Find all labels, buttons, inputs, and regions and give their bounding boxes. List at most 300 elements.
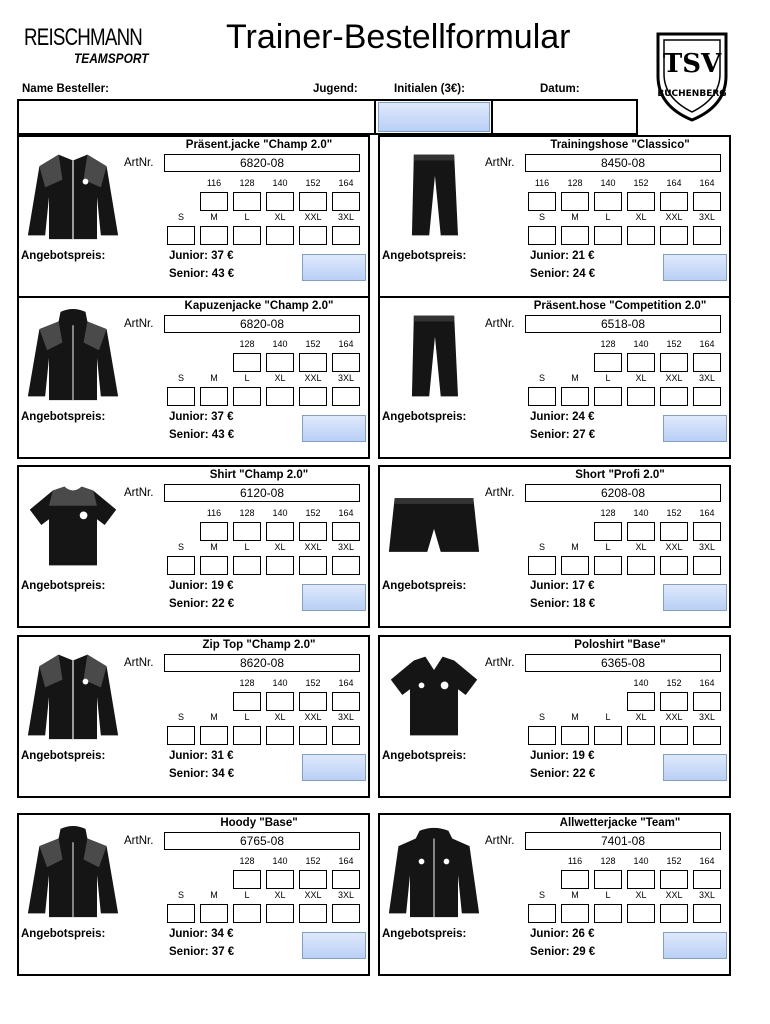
product-card <box>378 635 731 798</box>
price-label: Angebotspreis: <box>382 750 467 762</box>
adult-size-qty-input[interactable] <box>594 726 622 745</box>
kid-size-qty-input[interactable] <box>660 522 688 541</box>
kid-size-cell <box>299 177 327 211</box>
kid-size-cell <box>200 177 228 211</box>
adult-size-cell <box>693 541 721 575</box>
art-label: ArtNr. <box>124 487 154 499</box>
adult-size-qty-input[interactable] <box>299 226 327 245</box>
kid-size-label: 164 <box>699 178 715 188</box>
art-label: ArtNr. <box>485 157 515 169</box>
kid-size-qty-input[interactable] <box>594 353 622 372</box>
price-label: Angebotspreis: <box>21 411 106 423</box>
adult-size-qty-input[interactable] <box>693 387 721 406</box>
kid-size-qty-input[interactable] <box>266 192 294 211</box>
kid-size-qty-input[interactable] <box>660 192 688 211</box>
kid-size-qty-input[interactable] <box>627 692 655 711</box>
art-number-field[interactable]: 8450-08 <box>525 154 721 172</box>
kid-size-qty-input[interactable] <box>660 692 688 711</box>
tshirt-icon <box>23 477 123 573</box>
kid-size-label: 152 <box>666 856 682 866</box>
kid-size-qty-input[interactable] <box>332 870 360 889</box>
adult-size-cell <box>594 541 622 575</box>
adult-size-label: XL <box>274 712 286 722</box>
art-number-field[interactable]: 8620-08 <box>164 654 360 672</box>
kid-size-label: 128 <box>567 178 583 188</box>
adult-size-qty-input[interactable] <box>660 726 688 745</box>
kid-size-qty-input[interactable] <box>299 353 327 372</box>
adult-size-cell <box>167 211 195 245</box>
adult-size-cell <box>299 211 327 245</box>
art-number-field[interactable]: 6120-08 <box>164 484 360 502</box>
kid-size-qty-input[interactable] <box>660 353 688 372</box>
art-label: ArtNr. <box>124 657 154 669</box>
product-card <box>17 635 370 798</box>
kid-size-cell <box>266 177 294 211</box>
kid-size-qty-input[interactable] <box>693 192 721 211</box>
kid-size-cell <box>332 177 360 211</box>
kid-size-cell <box>627 338 655 372</box>
adult-size-qty-input[interactable] <box>233 726 261 745</box>
adult-size-qty-input[interactable] <box>233 226 261 245</box>
product-card <box>17 135 370 298</box>
kid-size-label: 152 <box>305 856 321 866</box>
product-name: Trainingshose "Classico" <box>550 139 690 151</box>
adult-size-cell <box>299 372 327 406</box>
adult-size-qty-input[interactable] <box>594 904 622 923</box>
select-button[interactable] <box>302 254 366 281</box>
product-name: Kapuzenjacke "Champ 2.0" <box>184 300 334 312</box>
product-card <box>17 465 370 628</box>
adult-size-qty-input[interactable] <box>266 726 294 745</box>
kid-size-qty-input[interactable] <box>528 192 556 211</box>
kid-size-qty-input[interactable] <box>266 692 294 711</box>
adult-size-cell <box>693 211 721 245</box>
adult-size-cell <box>332 541 360 575</box>
kid-size-qty-input[interactable] <box>233 522 261 541</box>
rain-jacket-icon <box>384 825 484 921</box>
kid-size-cell <box>233 507 261 541</box>
adult-size-qty-input[interactable] <box>167 387 195 406</box>
kid-size-qty-input[interactable] <box>627 870 655 889</box>
adult-size-qty-input[interactable] <box>693 226 721 245</box>
kid-size-label: 140 <box>272 856 288 866</box>
kid-size-label: 128 <box>239 678 255 688</box>
adult-size-qty-input[interactable] <box>693 904 721 923</box>
adult-size-qty-input[interactable] <box>167 904 195 923</box>
adult-size-label: XL <box>635 542 647 552</box>
adult-size-label: L <box>605 542 611 552</box>
kid-size-label: 164 <box>666 178 682 188</box>
adult-size-label: M <box>571 373 579 383</box>
adult-size-cell <box>200 211 228 245</box>
page-title: Trainer-Bestellformular <box>226 18 571 56</box>
adult-size-cell <box>660 889 688 923</box>
adult-size-label: XL <box>635 212 647 222</box>
kid-size-label: 140 <box>633 508 649 518</box>
senior-price: Senior: 24 € <box>530 268 596 280</box>
kid-size-qty-input[interactable] <box>332 192 360 211</box>
adult-size-label: S <box>538 712 545 722</box>
adult-size-qty-input[interactable] <box>332 726 360 745</box>
kid-size-qty-input[interactable] <box>627 353 655 372</box>
adult-size-qty-input[interactable] <box>660 904 688 923</box>
kid-size-label: 152 <box>305 339 321 349</box>
adult-size-qty-input[interactable] <box>266 226 294 245</box>
adult-size-qty-input[interactable] <box>332 226 360 245</box>
adult-size-label: 3XL <box>698 212 715 222</box>
kid-size-cell <box>693 677 721 711</box>
adult-size-label: XL <box>635 712 647 722</box>
kid-size-label: 128 <box>239 178 255 188</box>
product-name: Allwetterjacke "Team" <box>559 817 681 829</box>
adult-size-label: XXL <box>304 712 322 722</box>
adult-size-qty-input[interactable] <box>528 904 556 923</box>
adult-size-cell <box>299 711 327 745</box>
product-name: Short "Profi 2.0" <box>575 469 665 481</box>
kid-size-label: 140 <box>600 178 616 188</box>
adult-size-qty-input[interactable] <box>693 556 721 575</box>
club-crest-icon <box>652 30 732 122</box>
adult-size-qty-input[interactable] <box>660 226 688 245</box>
adult-size-cell <box>660 711 688 745</box>
product-name: Shirt "Champ 2.0" <box>209 469 309 481</box>
kid-size-label: 152 <box>666 678 682 688</box>
adult-size-qty-input[interactable] <box>332 387 360 406</box>
art-label: ArtNr. <box>485 318 515 330</box>
kid-size-qty-input[interactable] <box>299 870 327 889</box>
product-name: Hoody "Base" <box>220 817 298 829</box>
adult-size-qty-input[interactable] <box>528 387 556 406</box>
art-number-field[interactable]: 6365-08 <box>525 654 721 672</box>
adult-size-label: L <box>244 373 250 383</box>
kid-size-cell <box>332 507 360 541</box>
adult-size-cell <box>660 541 688 575</box>
adult-size-label: M <box>571 890 579 900</box>
jacket-icon <box>23 147 123 243</box>
adult-size-cell <box>200 372 228 406</box>
select-button[interactable] <box>302 415 366 442</box>
adult-size-cell <box>266 211 294 245</box>
junior-price: Junior: 19 € <box>169 580 234 592</box>
kid-size-cell <box>594 177 622 211</box>
adult-size-qty-input[interactable] <box>660 556 688 575</box>
adult-size-label: XL <box>274 212 286 222</box>
adult-size-qty-input[interactable] <box>528 726 556 745</box>
art-label: ArtNr. <box>485 835 515 847</box>
adult-size-cell <box>561 211 589 245</box>
adult-size-qty-input[interactable] <box>528 226 556 245</box>
kid-size-qty-input[interactable] <box>266 870 294 889</box>
adult-size-qty-input[interactable] <box>167 556 195 575</box>
price-label: Angebotspreis: <box>382 411 467 423</box>
adult-size-label: XXL <box>665 712 683 722</box>
adult-size-qty-input[interactable] <box>167 726 195 745</box>
kid-size-cell <box>693 338 721 372</box>
adult-size-label: XL <box>274 373 286 383</box>
adult-size-cell <box>693 372 721 406</box>
adult-size-label: S <box>177 542 184 552</box>
kid-size-qty-input[interactable] <box>693 692 721 711</box>
adult-size-qty-input[interactable] <box>332 556 360 575</box>
adult-size-label: XL <box>274 542 286 552</box>
kid-size-qty-input[interactable] <box>299 522 327 541</box>
price-label: Angebotspreis: <box>21 928 106 940</box>
kid-size-qty-input[interactable] <box>266 353 294 372</box>
select-button[interactable] <box>663 754 727 781</box>
adult-size-qty-input[interactable] <box>594 556 622 575</box>
adult-size-label: XXL <box>304 212 322 222</box>
kid-size-cell <box>594 338 622 372</box>
kid-size-qty-input[interactable] <box>594 522 622 541</box>
adult-size-label: XXL <box>665 890 683 900</box>
adult-size-cell <box>627 889 655 923</box>
adult-size-qty-input[interactable] <box>200 726 228 745</box>
art-label: ArtNr. <box>485 487 515 499</box>
adult-size-cell <box>594 889 622 923</box>
adult-size-qty-input[interactable] <box>561 387 589 406</box>
adult-size-label: 3XL <box>337 890 354 900</box>
kid-size-label: 116 <box>534 178 550 188</box>
pants-icon <box>384 147 484 243</box>
adult-size-qty-input[interactable] <box>594 226 622 245</box>
adult-size-qty-input[interactable] <box>167 226 195 245</box>
adult-size-label: XL <box>635 373 647 383</box>
datum-label: Datum: <box>540 83 580 95</box>
junior-price: Junior: 37 € <box>169 250 234 262</box>
adult-size-qty-input[interactable] <box>660 387 688 406</box>
junior-price: Junior: 21 € <box>530 250 595 262</box>
kid-size-qty-input[interactable] <box>561 870 589 889</box>
adult-size-cell <box>594 372 622 406</box>
kid-size-qty-input[interactable] <box>594 192 622 211</box>
adult-size-qty-input[interactable] <box>233 556 261 575</box>
select-button[interactable] <box>302 754 366 781</box>
senior-price: Senior: 43 € <box>169 429 235 441</box>
kid-size-cell <box>627 855 655 889</box>
adult-size-qty-input[interactable] <box>627 726 655 745</box>
adult-size-label: M <box>210 712 218 722</box>
product-card <box>17 296 370 459</box>
kid-size-qty-input[interactable] <box>561 192 589 211</box>
adult-size-label: M <box>210 212 218 222</box>
junior-price: Junior: 19 € <box>530 750 595 762</box>
adult-size-cell <box>561 711 589 745</box>
adult-size-qty-input[interactable] <box>200 556 228 575</box>
adult-size-cell <box>528 889 556 923</box>
product-card <box>378 296 731 459</box>
adult-size-label: 3XL <box>337 212 354 222</box>
adult-size-qty-input[interactable] <box>332 904 360 923</box>
kid-size-label: 164 <box>338 856 354 866</box>
kid-size-cell <box>660 507 688 541</box>
adult-size-qty-input[interactable] <box>233 904 261 923</box>
adult-size-cell <box>627 541 655 575</box>
initialen-datum-field[interactable] <box>374 99 638 135</box>
adult-size-qty-input[interactable] <box>266 556 294 575</box>
kid-size-label: 164 <box>699 678 715 688</box>
adult-size-qty-input[interactable] <box>266 387 294 406</box>
adult-size-cell <box>660 211 688 245</box>
adult-size-cell <box>332 372 360 406</box>
adult-size-label: 3XL <box>698 712 715 722</box>
crest-name: BUCHENBERG <box>657 89 727 99</box>
adult-size-qty-input[interactable] <box>200 387 228 406</box>
kid-size-qty-input[interactable] <box>627 192 655 211</box>
adult-size-cell <box>200 889 228 923</box>
kid-size-label: 140 <box>272 339 288 349</box>
jugend-label: Jugend: <box>313 83 358 95</box>
kid-size-label: 128 <box>600 856 616 866</box>
art-number-field[interactable]: 6208-08 <box>525 484 721 502</box>
adult-size-cell <box>332 711 360 745</box>
adult-size-qty-input[interactable] <box>561 226 589 245</box>
junior-price: Junior: 26 € <box>530 928 595 940</box>
kid-size-qty-input[interactable] <box>332 692 360 711</box>
adult-size-qty-input[interactable] <box>627 904 655 923</box>
adult-size-cell <box>233 711 261 745</box>
kid-size-label: 128 <box>600 339 616 349</box>
adult-size-cell <box>233 889 261 923</box>
adult-size-cell <box>594 711 622 745</box>
kid-size-label: 164 <box>699 508 715 518</box>
adult-size-cell <box>266 372 294 406</box>
select-button[interactable] <box>302 932 366 959</box>
adult-size-cell <box>561 889 589 923</box>
adult-size-label: S <box>538 542 545 552</box>
kid-size-qty-input[interactable] <box>233 353 261 372</box>
kid-size-cell <box>627 177 655 211</box>
junior-price: Junior: 34 € <box>169 928 234 940</box>
name-field[interactable] <box>17 99 376 135</box>
kid-size-qty-input[interactable] <box>693 522 721 541</box>
adult-size-qty-input[interactable] <box>528 556 556 575</box>
senior-price: Senior: 37 € <box>169 946 235 958</box>
kid-size-cell <box>200 507 228 541</box>
adult-size-label: S <box>177 712 184 722</box>
art-label: ArtNr. <box>124 157 154 169</box>
art-label: ArtNr. <box>485 657 515 669</box>
price-label: Angebotspreis: <box>382 928 467 940</box>
select-button[interactable] <box>302 584 366 611</box>
adult-size-label: L <box>244 712 250 722</box>
kid-size-qty-input[interactable] <box>266 522 294 541</box>
kid-size-label: 140 <box>633 339 649 349</box>
kid-size-cell <box>299 855 327 889</box>
adult-size-label: M <box>571 212 579 222</box>
art-number-field[interactable]: 6518-08 <box>525 315 721 333</box>
kid-size-cell <box>332 855 360 889</box>
adult-size-qty-input[interactable] <box>693 726 721 745</box>
kid-size-qty-input[interactable] <box>594 870 622 889</box>
polo-icon <box>384 647 484 743</box>
junior-price: Junior: 37 € <box>169 411 234 423</box>
kid-size-qty-input[interactable] <box>627 522 655 541</box>
senior-price: Senior: 18 € <box>530 598 596 610</box>
adult-size-label: XXL <box>304 373 322 383</box>
kid-size-cell <box>332 338 360 372</box>
adult-size-qty-input[interactable] <box>561 726 589 745</box>
initialen-button[interactable] <box>378 102 490 132</box>
art-label: ArtNr. <box>124 318 154 330</box>
adult-size-cell <box>561 372 589 406</box>
adult-size-qty-input[interactable] <box>299 387 327 406</box>
kid-size-cell <box>693 177 721 211</box>
select-button[interactable] <box>663 932 727 959</box>
kid-size-qty-input[interactable] <box>693 870 721 889</box>
adult-size-cell <box>200 541 228 575</box>
product-name: Präsent.jacke "Champ 2.0" <box>185 139 333 151</box>
kid-size-label: 164 <box>699 856 715 866</box>
adult-size-label: M <box>571 542 579 552</box>
hooded-jacket-icon <box>23 308 123 404</box>
adult-size-label: M <box>210 542 218 552</box>
art-number-field[interactable]: 7401-08 <box>525 832 721 850</box>
adult-size-cell <box>627 711 655 745</box>
kid-size-label: 128 <box>600 508 616 518</box>
select-button[interactable] <box>663 584 727 611</box>
adult-size-qty-input[interactable] <box>561 556 589 575</box>
adult-size-qty-input[interactable] <box>299 904 327 923</box>
kid-size-cell <box>660 677 688 711</box>
kid-size-label: 152 <box>666 339 682 349</box>
adult-size-qty-input[interactable] <box>299 556 327 575</box>
adult-size-cell <box>528 211 556 245</box>
kid-size-qty-input[interactable] <box>332 353 360 372</box>
adult-size-cell <box>167 889 195 923</box>
art-number-field[interactable]: 6765-08 <box>164 832 360 850</box>
kid-size-label: 116 <box>206 508 222 518</box>
kid-size-cell <box>693 855 721 889</box>
adult-size-label: L <box>244 890 250 900</box>
adult-size-qty-input[interactable] <box>594 387 622 406</box>
adult-size-label: S <box>538 212 545 222</box>
kid-size-qty-input[interactable] <box>233 870 261 889</box>
kid-size-qty-input[interactable] <box>200 522 228 541</box>
kid-size-qty-input[interactable] <box>299 192 327 211</box>
kid-size-qty-input[interactable] <box>299 692 327 711</box>
junior-price: Junior: 17 € <box>530 580 595 592</box>
adult-size-qty-input[interactable] <box>627 387 655 406</box>
art-number-field[interactable]: 6820-08 <box>164 315 360 333</box>
kid-size-cell <box>627 507 655 541</box>
kid-size-qty-input[interactable] <box>693 353 721 372</box>
adult-size-label: M <box>210 373 218 383</box>
art-number-field[interactable]: 6820-08 <box>164 154 360 172</box>
kid-size-qty-input[interactable] <box>200 192 228 211</box>
adult-size-label: XL <box>274 890 286 900</box>
adult-size-qty-input[interactable] <box>266 904 294 923</box>
adult-size-qty-input[interactable] <box>200 904 228 923</box>
kid-size-qty-input[interactable] <box>233 692 261 711</box>
product-name: Poloshirt "Base" <box>574 639 666 651</box>
select-button[interactable] <box>663 254 727 281</box>
adult-size-qty-input[interactable] <box>561 904 589 923</box>
adult-size-qty-input[interactable] <box>627 556 655 575</box>
kid-size-qty-input[interactable] <box>660 870 688 889</box>
adult-size-qty-input[interactable] <box>233 387 261 406</box>
adult-size-qty-input[interactable] <box>200 226 228 245</box>
senior-price: Senior: 34 € <box>169 768 235 780</box>
adult-size-cell <box>266 889 294 923</box>
select-button[interactable] <box>663 415 727 442</box>
kid-size-qty-input[interactable] <box>332 522 360 541</box>
adult-size-cell <box>528 711 556 745</box>
kid-size-qty-input[interactable] <box>233 192 261 211</box>
adult-size-qty-input[interactable] <box>627 226 655 245</box>
adult-size-label: L <box>605 890 611 900</box>
adult-size-label: 3XL <box>337 712 354 722</box>
adult-size-qty-input[interactable] <box>299 726 327 745</box>
